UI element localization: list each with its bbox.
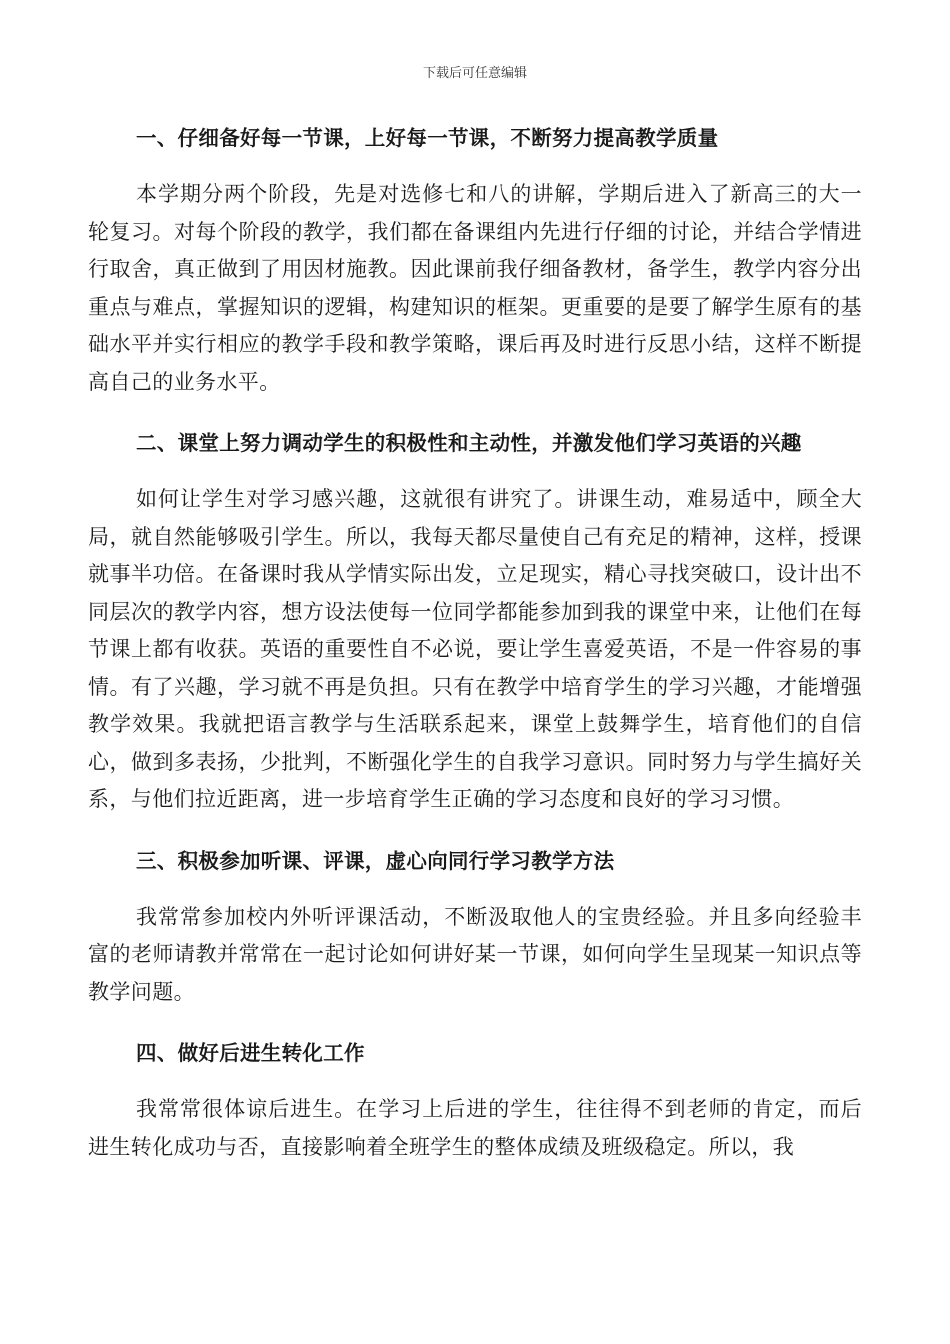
section-heading-4: 四、做好后进生转化工作 bbox=[136, 1041, 365, 1065]
section-heading-2: 二、课堂上努力调动学生的积极性和主动性，并激发他们学习英语的兴趣 bbox=[136, 431, 802, 455]
section-paragraph-1: 本学期分两个阶段，先是对选修七和八的讲解，学期后进入了新高三的大一轮复习。对每个阶段的教学，我们都在备课组内先进行仔细的讨论，并结合学情进行取舍，真正做到了用因材施教。因此课前我仔细备教材，备学生，教学内容分出重点与难点，掌握知识的逻辑，构建知识的框架。更重要的是要了解学生原有的基础水平并实行相应的教学手段和教学策略，课后再及时进行反思小结，这样不断提高自己的业务水平。 bbox=[88, 182, 862, 394]
document-body bbox=[88, 118, 862, 1166]
section-heading-3: 三、积极参加听课、评课，虚心向同行学习教学方法 bbox=[136, 848, 615, 873]
section-paragraph-4: 我常常很体谅后进生。在学习上后进的学生，往往得不到老师的肯定，而后进生转化成功与否，直接影响着全班学生的整体成绩及班级稳定。所以，我 bbox=[88, 1097, 862, 1159]
section-heading-1: 一、仔细备好每一节课，上好每一节课，不断努力提高教学质量 bbox=[136, 126, 719, 150]
header-note: 下载后可任意编辑 bbox=[422, 66, 527, 81]
section-paragraph-2: 如何让学生对学习感兴趣，这就很有讲究了。讲课生动，难易适中，顾全大局，就自然能够吸引学生。所以，我每天都尽量使自己有充足的精神，这样，授课就事半功倍。在备课时我从学情实际出发，立足现实，精心寻找突破口，设计出不同层次的教学内容，想方设法使每一位同学都能参加到我的课堂中来，让他们在每节课上都有收获。英语的重要性自不必说，要让学生喜爱英语，不是一件容易的事情。有了兴趣，学习就不再是负担。只有在教学中培育学生的学习兴趣，才能增强教学效果。我就把语言教学与生活联系起来，课堂上鼓舞学生，培育他们的自信心，做到多表扬，少批判，不断强化学生的自我学习意识。同时努力与学生搞好关系，与他们拉近距离，进一步培育学生正确的学习态度和良好的学习习惯。 bbox=[88, 487, 862, 811]
section-paragraph-3: 我常常参加校内外听评课活动，不断汲取他人的宝贵经验。并且多向经验丰富的老师请教并常常在一起讨论如何讲好某一节课，如何向学生呈现某一知识点等教学问题。 bbox=[88, 904, 862, 1004]
